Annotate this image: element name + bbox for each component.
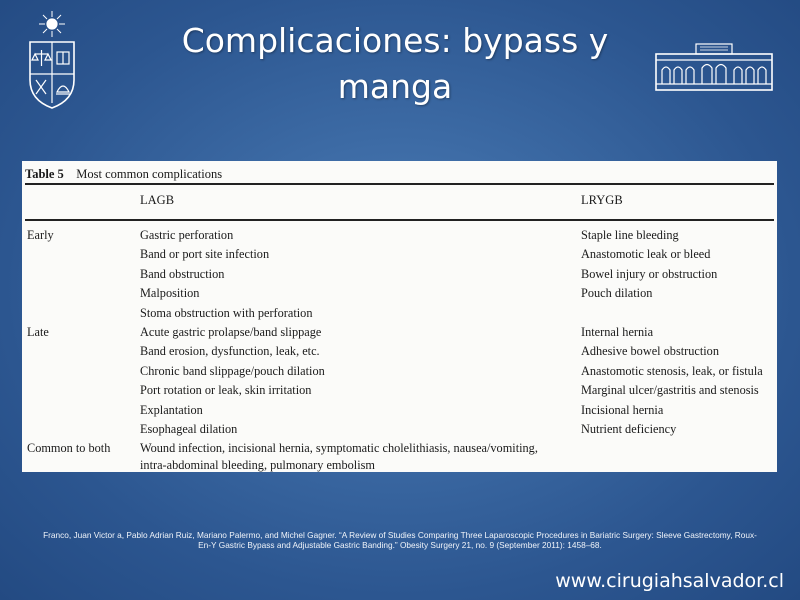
- hospital-building-icon: [654, 40, 774, 92]
- table-row: [25, 265, 774, 284]
- table-row: [25, 245, 774, 264]
- table-header-lagb: LAGB: [140, 193, 175, 207]
- table-cell-lrygb: Internal hernia: [581, 324, 654, 339]
- table-row: [25, 401, 774, 420]
- table-row: [25, 226, 774, 245]
- table-cell-category: Late: [27, 324, 49, 339]
- table-row: [25, 304, 774, 323]
- table-cell-lrygb: Adhesive bowel obstruction: [581, 344, 719, 359]
- table-cell-lagb: Gastric perforation: [140, 228, 234, 242]
- table-row: [25, 381, 774, 400]
- reference-citation: Franco, Juan Victor a, Pablo Adrian Ruiz, Mariano Palermo, and Michel Gagner. “A Review of Studies Comparing Three Laparoscopic Procedures in Bariatric Surgery: Sleeve Gastrectomy, Roux-En-Y Gastric Bypass and Adjustable Gastric Banding.” Obesity Surgery 21, no. 9 (September 2011): 1458–68.: [43, 530, 757, 550]
- table-caption-label: Table 5: [25, 167, 64, 181]
- slide-title: Complicaciones: bypass y manga: [181, 21, 609, 106]
- table-cell-lagb: Chronic band slippage/pouch dilation: [140, 363, 325, 378]
- table-cell-lagb: Esophageal dilation: [140, 421, 238, 436]
- table-cell-lagb: Band or port site infection: [140, 247, 270, 262]
- table-cell-lrygb: Anastomotic stenosis, leak, or fistula: [581, 363, 763, 378]
- table-row: [25, 284, 774, 303]
- table-row: [25, 323, 774, 342]
- table-cell-lagb: Band erosion, dysfunction, leak, etc.: [140, 344, 320, 359]
- table-cell-lrygb: Staple line bleeding: [581, 228, 679, 242]
- table-cell-lagb: Acute gastric prolapse/band slippage: [140, 324, 322, 339]
- table-row: [25, 420, 774, 439]
- table-caption-text: Most common complications: [76, 167, 223, 181]
- table-cell-lagb: Stoma obstruction with perforation: [140, 305, 313, 320]
- table-row: [25, 439, 774, 477]
- table-cell-lrygb: Pouch dilation: [581, 286, 653, 301]
- table-cell-lrygb: Incisional hernia: [581, 402, 664, 417]
- table-cell-lrygb: Anastomotic leak or bleed: [581, 247, 711, 262]
- table-row: [25, 342, 774, 361]
- table-cell-category: Common to both: [27, 441, 111, 456]
- table-cell-category: Early: [27, 228, 54, 242]
- table-cell-lagb: Malposition: [140, 286, 200, 301]
- table-cell-lagb: Explantation: [140, 402, 203, 417]
- table-header-row: [25, 185, 774, 219]
- complications-table: [22, 161, 777, 472]
- table-cell-lrygb: Bowel injury or obstruction: [581, 266, 718, 281]
- table-cell-lagb: Band obstruction: [140, 266, 225, 281]
- table-header-lrygb: LRYGB: [581, 193, 623, 207]
- table-cell-lagb: Port rotation or leak, skin irritation: [140, 383, 312, 398]
- table-header-rule: [25, 219, 774, 221]
- table-row: [25, 362, 774, 381]
- table-cell-lrygb: Nutrient deficiency: [581, 421, 677, 436]
- table-cell-lagb: Wound infection, incisional hernia, symptomatic cholelithiasis, nausea/vomiting, intra-abdominal bleeding, pulmonary embolism: [140, 441, 538, 472]
- table-cell-lrygb: Marginal ulcer/gastritis and stenosis: [581, 383, 759, 398]
- website-footer: www.cirugiahsalvador.cl: [555, 570, 784, 592]
- table-caption: [25, 165, 774, 183]
- university-crest-icon: [22, 10, 82, 110]
